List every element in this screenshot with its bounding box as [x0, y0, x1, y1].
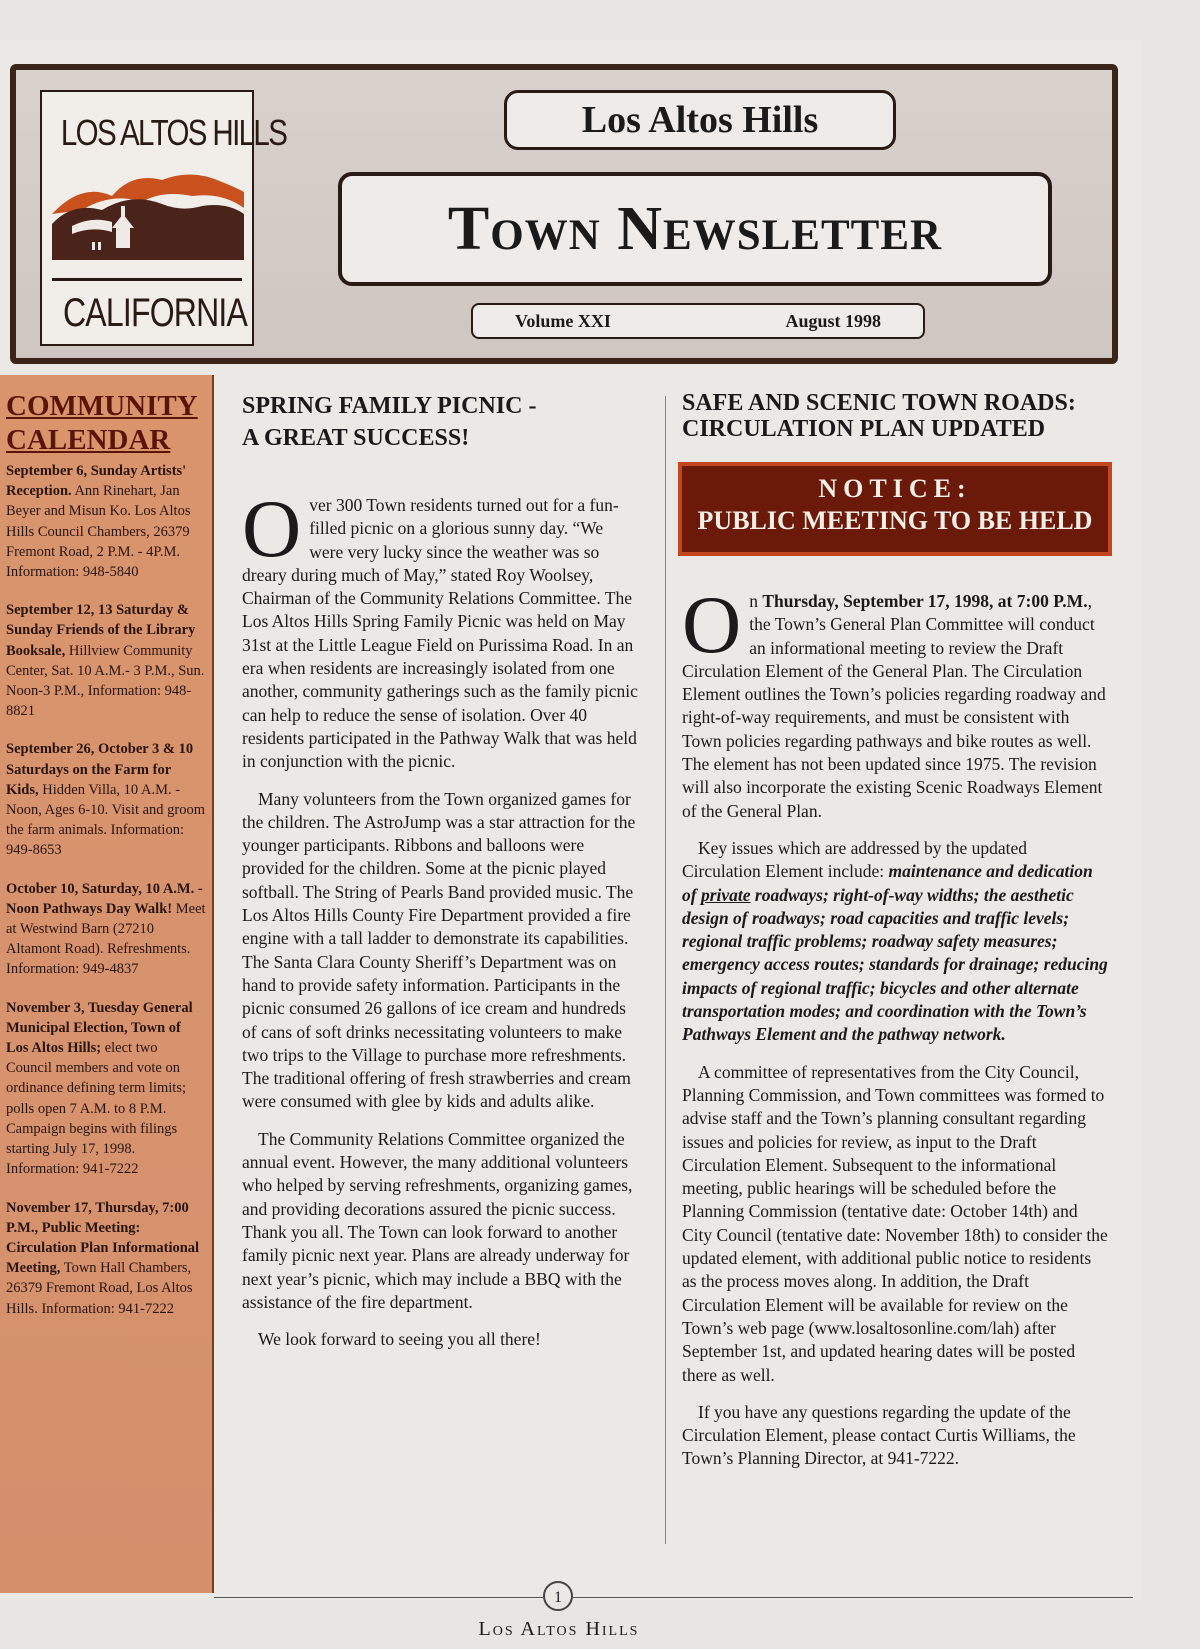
calendar-event: September 6, Sunday Artists' Reception. Ann Rinehart, Jan Beyer and Misun Ko. Los Altos Hills Council Chambers, 26379 Fremont Road, 2 P.M. - 4P.M. Information: 948-5840 — [6, 463, 191, 581]
calendar-event: November 17, Thursday, 7:00 P.M., Public Meeting: Circulation Plan Informational Meeting, Town Hall Chambers, 26379 Fremont Road, Los Altos Hills. Information: 941-7222 — [6, 1199, 200, 1317]
picnic-paragraph: We look forward to seeing you all there! — [258, 1329, 541, 1350]
picnic-paragraph: Many volunteers from the Town organized games for the children. The AstroJump was a star attraction for the younger participants. Ribbons and balloons were provided for the children. Some at the picnic played softball. The String of Pearls Band provided music. The Los Altos Hills County Fire Department provided a fire engine with a tall ladder to demonstrate its capabilities. The Santa Clara County Sheriff’s Department was on hand to provide safety information. Participants in the picnic consumed 26 gallons of ice cream and hundreds of cans of soft drinks necessitating volunteers to make two trips to the Village to purchase more refreshments. The traditional offering of fresh strawberries and cream were consumed with glee by kids and adults alike. — [242, 788, 636, 1112]
public-meeting-notice: NOTICE: PUBLIC MEETING TO BE HELD — [678, 462, 1112, 556]
hills-landscape-icon — [52, 162, 244, 274]
column-divider — [665, 396, 666, 1544]
roads-article — [682, 390, 1110, 1485]
calendar-event: November 3, Tuesday General Municipal Election, Town of Los Altos Hills; elect two Council members and vote on ordinance defining term limits; polls open 7 A.M. to 8 P.M. Campaign begins with filings starting July 17, 1998. Information: 941-7222 — [6, 999, 193, 1178]
picnic-paragraph: Over 300 Town residents turned out for a fun-filled picnic on a glorious sunny day. “We were very lucky since the weather was so dreary during much of May,” stated Roy Woolsey, Chairman of the Community Relations Committee. The Los Altos Hills Spring Family Picnic was held on May 31st at the Little League Field on Purissima Road. In an era when residents are increasingly isolated from one another, community gatherings such as the family picnic can help to reduce the sense of isolation. Over 40 residents participated in the Pathway Walk that was held in conjunction with the picnic. — [242, 483, 638, 772]
logo-top-text: LOS ALTOS HILLS — [60, 112, 287, 153]
roads-headline: SAFE AND SCENIC TOWN ROADS: CIRCULATION PLAN UPDATED — [682, 390, 1076, 442]
town-logo — [40, 90, 287, 346]
issue-date: August 1998 — [785, 311, 881, 331]
roads-paragraph: Key issues which are addressed by the updated Circulation Element include: maintenance and dedication of private roadways; right-of-way widths; the aesthetic design of roadways; road capacities and traffic levels; regional traffic problems; roadway safety measures; emergency access routes; standards for drainage; reducing impacts of regional traffic; bicycles and other alternate transportation modes; and coordination with the Town’s Pathways Element and the pathway network. — [682, 837, 1108, 1045]
roads-paragraph: If you have any questions regarding the update of the Circulation Element, please contact Curtis Williams, the Town’s Planning Director, at 941-7222. — [682, 1401, 1076, 1469]
issue-info — [471, 303, 925, 339]
calendar-event: September 26, October 3 & 10 Saturdays on the Farm for Kids, Hidden Villa, 10 A.M. - Noon, Ages 6-10. Visit and groom the farm animals. Information: 949-8653 — [6, 741, 206, 859]
volume-label: Volume XXI — [515, 311, 611, 331]
roads-paragraph: On Thursday, September 17, 1998, at 7:00 P.M., the Town’s General Plan Committee will conduct an informational meeting to review the Draft Circulation Element of the General Plan. The Circulation Element outlines the Town’s policies regarding roadway and right-of-way requirements, and must be consistent with Town policies regarding pathways and bike routes as well. The element has not been updated since 1975. The revision will also incorporate the existing Scenic Roadways Element of the General Plan. — [682, 579, 1106, 821]
picnic-article — [242, 390, 640, 1365]
calendar-title: COMMUNITY CALENDAR — [6, 390, 198, 456]
newsletter-title: Town Newsletter — [338, 172, 1052, 286]
calendar-event: September 12, 13 Saturday & Sunday Friends of the Library Booksale, Hillview Community Center, Sat. 10 A.M.- 3 P.M., Sun. Noon-3 P.M., Information: 948-8821 — [6, 602, 205, 720]
masthead — [10, 64, 1118, 364]
drop-cap: O — [242, 483, 302, 574]
community-calendar — [0, 375, 214, 1593]
picnic-paragraph: The Community Relations Committee organized the annual event. However, the many additional volunteers who helped by serving refreshments, organizing games, and providing decorations assured the picnic success. Thank you all. The Town can look forward to another family picnic next year. Plans are already underway for next year’s picnic, which may include a BBQ with the assistance of the fire department. — [242, 1128, 633, 1312]
drop-cap: O — [682, 579, 742, 670]
page-number: 1 — [543, 1581, 573, 1611]
footer-rule — [214, 1597, 543, 1598]
brand-name: Los Altos Hills — [504, 90, 896, 150]
footer-text: Los Altos Hills — [478, 1618, 640, 1640]
roads-paragraph: A committee of representatives from the City Council, Planning Commission, and Town committees was formed to advise staff and the Town’s planning consultant regarding issues and policies for review, as input to the Draft Circulation Element. Subsequent to the informational meeting, public hearings will be scheduled before the Planning Commission (tentative date: October 14th) and City Council (tentative date: November 18th) to consider the updated element, with additional public notice to residents as the process moves along. In addition, the Draft Circulation Element will be available for review on the Town’s web page (www.losaltosonline.com/lah) after September 1st, and updated hearing dates will be posted there as well. — [682, 1061, 1108, 1385]
logo-bottom-text: CALIFORNIA — [63, 291, 248, 335]
logo-divider — [52, 278, 242, 281]
footer-rule — [573, 1597, 1133, 1598]
picnic-headline: SPRING FAMILY PICNIC - A GREAT SUCCESS! — [242, 393, 537, 451]
calendar-event: October 10, Saturday, 10 A.M. - Noon Pathways Day Walk! Meet at Westwind Barn (27210 Altamont Road). Refreshments. Information: 949-4837 — [6, 880, 206, 978]
